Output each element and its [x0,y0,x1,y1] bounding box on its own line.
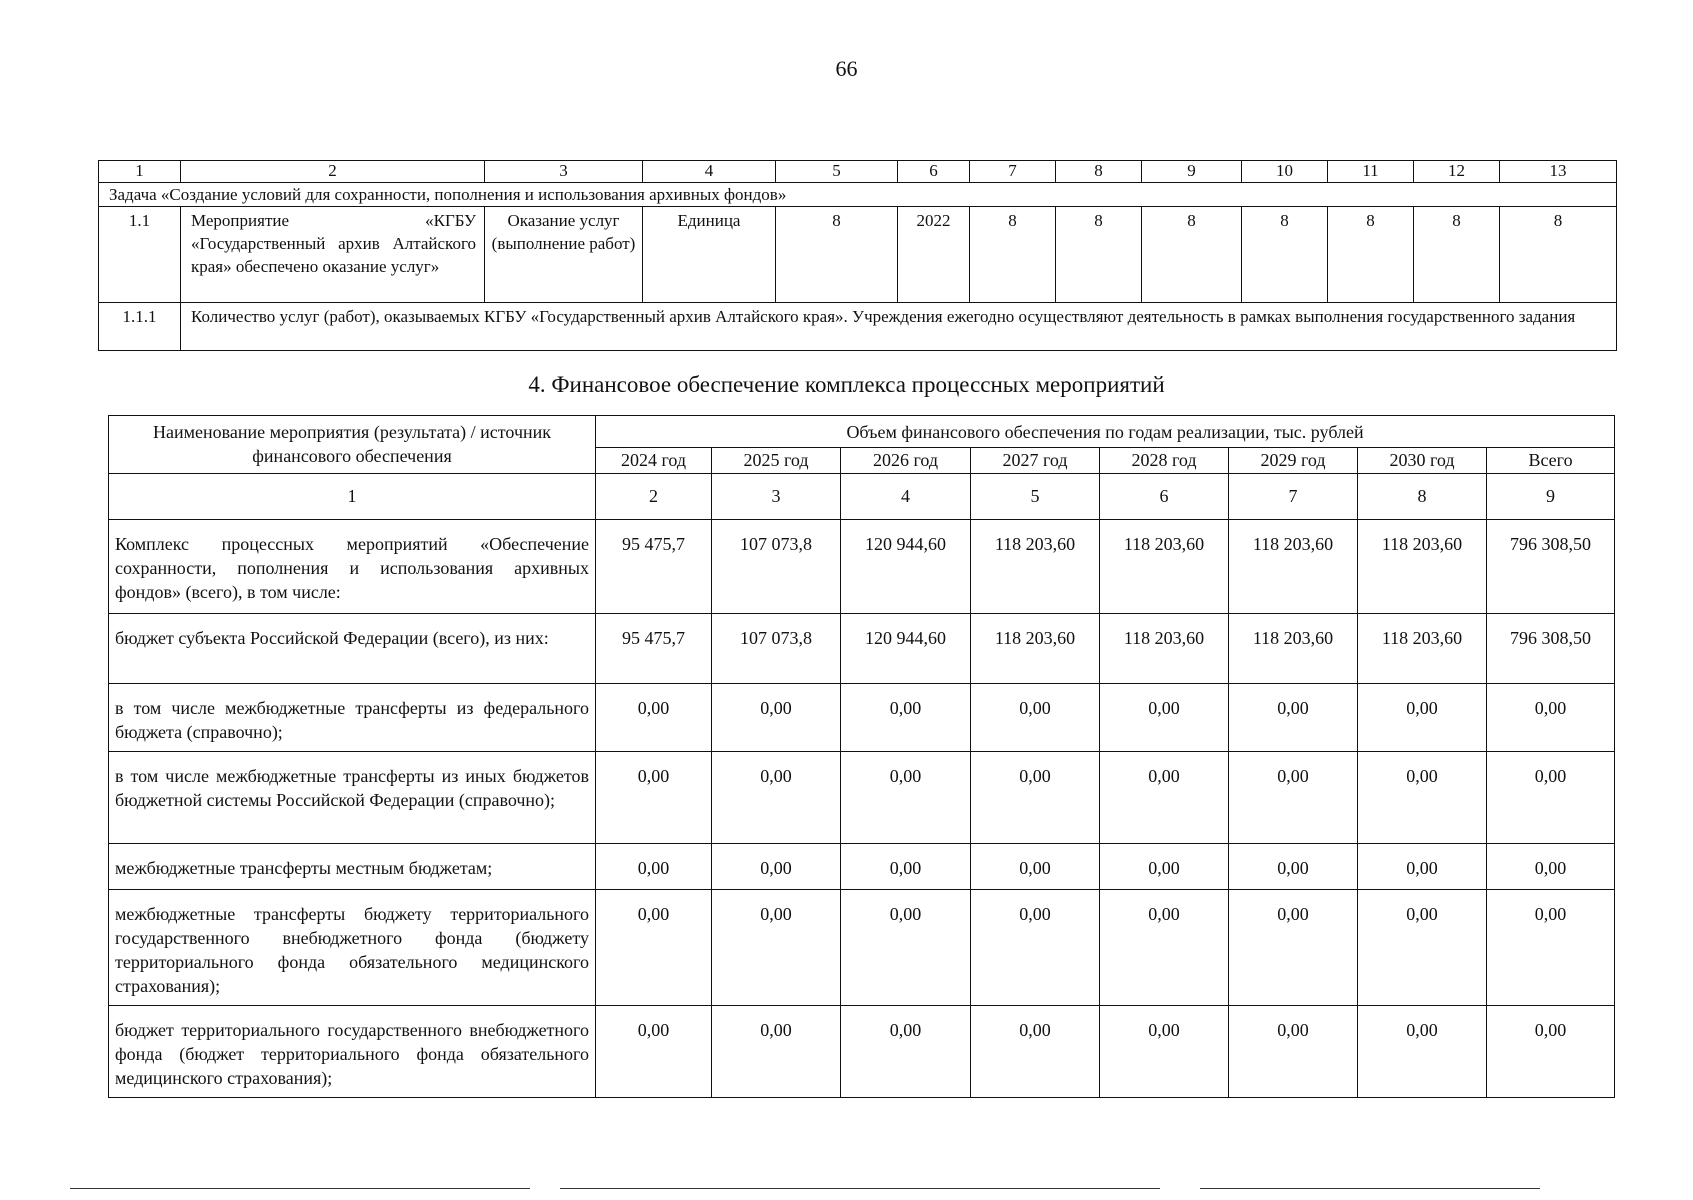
column-number: 6 [1100,474,1229,520]
value-cell: 0,00 [596,1006,712,1098]
column-number: 8 [1056,161,1142,183]
table-row [109,684,1615,752]
column-number: 9 [1142,161,1242,183]
source-name: бюджет территориального государственного внебюджетного фонда (бюджет территориального фонда обязательного медицинского страхования); [109,1006,596,1098]
value-cell: 120 944,60 [841,520,971,614]
value-cell: 8 [1242,207,1328,303]
value-cell: 0,00 [596,890,712,1006]
value-cell: 0,00 [1100,890,1229,1006]
source-name: Комплекс процессных мероприятий «Обеспечение сохранности, пополнения и использования архивных фондов» (всего), в том числе: [109,520,596,614]
value-cell: 0,00 [841,1006,971,1098]
task-title: Задача «Создание условий для сохранности, пополнения и использования архивных фондов» [99,183,1617,207]
table-row [109,752,1615,844]
value-cell: 0,00 [841,684,971,752]
value-cell: 120 944,60 [841,614,971,684]
name-column-header: Наименование мероприятия (результата) / источник финансового обеспечения [109,416,596,474]
source-name: в том числе межбюджетные трансферты из федерального бюджета (справочно); [109,684,596,752]
header-row [109,416,1615,448]
value-cell: 0,00 [841,752,971,844]
volume-header: Объем финансового обеспечения по годам реализации, тыс. рублей [596,416,1615,448]
column-number-row [99,161,1617,183]
table-row [109,614,1615,684]
indicators-table [98,160,1617,351]
year-header: 2027 год [971,448,1100,474]
year-header: 2028 год [1100,448,1229,474]
column-number-row [109,474,1615,520]
value-cell: 0,00 [971,1006,1100,1098]
value-cell: 0,00 [971,684,1100,752]
year-header: 2024 год [596,448,712,474]
value-cell: 0,00 [1358,752,1487,844]
source-name: межбюджетные трансферты бюджету территориального государственного внебюджетного фонда (бюджету территориального фонда обязательного медицинского страхования); [109,890,596,1006]
value-cell: 0,00 [1229,1006,1358,1098]
measure-name: Мероприятие «КГБУ «Государственный архив Алтайского края» обеспечено оказание услуг» [181,207,485,303]
value-cell: 0,00 [971,890,1100,1006]
base-value: 8 [776,207,898,303]
value-cell: 0,00 [1358,684,1487,752]
value-cell: 118 203,60 [971,520,1100,614]
value-cell: 0,00 [1229,752,1358,844]
scan-edge-line [560,1188,1160,1189]
value-cell: 95 475,7 [596,614,712,684]
column-number: 10 [1242,161,1328,183]
column-number: 3 [485,161,643,183]
value-cell: 8 [1328,207,1414,303]
column-number: 9 [1487,474,1615,520]
value-cell: 118 203,60 [1229,520,1358,614]
value-cell: 8 [1414,207,1500,303]
column-number: 11 [1328,161,1414,183]
column-number: 7 [1229,474,1358,520]
value-cell: 0,00 [1229,890,1358,1006]
scan-edge-line [70,1188,530,1189]
scan-edge-line [1200,1188,1540,1189]
row-description: Количество услуг (работ), оказываемых КГБУ «Государственный архив Алтайского края». Учреждения ежегодно осуществляют деятельность в рамках выполнения государственного задания [181,303,1617,351]
table-row [109,520,1615,614]
value-cell: 0,00 [1229,684,1358,752]
value-cell: 0,00 [1100,844,1229,890]
value-cell: 0,00 [712,752,841,844]
value-cell: 0,00 [1100,752,1229,844]
table-row [109,1006,1615,1098]
value-cell: 95 475,7 [596,520,712,614]
column-number: 4 [643,161,776,183]
value-cell: 0,00 [712,844,841,890]
column-number: 1 [99,161,181,183]
column-number: 3 [712,474,841,520]
table-row [99,303,1617,351]
value-cell: 0,00 [712,1006,841,1098]
unit: Единица [643,207,776,303]
year-header: 2025 год [712,448,841,474]
value-cell: 118 203,60 [971,614,1100,684]
page-number: 66 [835,56,858,81]
value-cell: 8 [970,207,1056,303]
year-header: 2026 год [841,448,971,474]
task-row [99,183,1617,207]
row-number: 1.1 [99,207,181,303]
value-cell: 0,00 [1358,890,1487,1006]
value-cell: 8 [1500,207,1617,303]
column-number: 4 [841,474,971,520]
value-cell: 0,00 [712,684,841,752]
column-number: 1 [109,474,596,520]
value-cell: 0,00 [596,844,712,890]
value-cell: 0,00 [1358,844,1487,890]
value-cell: 107 073,8 [712,614,841,684]
total-cell: 0,00 [1487,1006,1615,1098]
column-number: 5 [776,161,898,183]
value-cell: 0,00 [1229,844,1358,890]
total-header: Всего [1487,448,1615,474]
total-cell: 0,00 [1487,752,1615,844]
base-year: 2022 [898,207,970,303]
column-number: 5 [971,474,1100,520]
source-name: в том числе межбюджетные трансферты из иных бюджетов бюджетной системы Российской Федерации (справочно); [109,752,596,844]
column-number: 2 [596,474,712,520]
value-cell: 0,00 [1100,1006,1229,1098]
value-cell: 0,00 [841,844,971,890]
total-cell: 0,00 [1487,844,1615,890]
value-cell: 0,00 [1100,684,1229,752]
section-title: 4. Финансовое обеспечение комплекса процессных мероприятий [528,372,1165,397]
column-number: 13 [1500,161,1617,183]
year-header: 2030 год [1358,448,1487,474]
table-row [99,207,1617,303]
financing-table [108,415,1615,1098]
value-cell: 118 203,60 [1100,520,1229,614]
value-cell: 118 203,60 [1358,614,1487,684]
measure-type: Оказание услуг (выполнение работ) [485,207,643,303]
value-cell: 118 203,60 [1358,520,1487,614]
total-cell: 0,00 [1487,890,1615,1006]
value-cell: 118 203,60 [1100,614,1229,684]
column-number: 8 [1358,474,1487,520]
value-cell: 107 073,8 [712,520,841,614]
column-number: 2 [181,161,485,183]
total-cell: 796 308,50 [1487,520,1615,614]
column-number: 7 [970,161,1056,183]
year-header: 2029 год [1229,448,1358,474]
value-cell: 118 203,60 [1229,614,1358,684]
table-row [109,890,1615,1006]
total-cell: 0,00 [1487,684,1615,752]
value-cell: 0,00 [971,752,1100,844]
value-cell: 0,00 [712,890,841,1006]
column-number: 6 [898,161,970,183]
total-cell: 796 308,50 [1487,614,1615,684]
source-name: бюджет субъекта Российской Федерации (всего), из них: [109,614,596,684]
value-cell: 8 [1056,207,1142,303]
table-row [109,844,1615,890]
value-cell: 0,00 [841,890,971,1006]
column-number: 12 [1414,161,1500,183]
value-cell: 0,00 [596,684,712,752]
value-cell: 0,00 [971,844,1100,890]
value-cell: 0,00 [1358,1006,1487,1098]
source-name: межбюджетные трансферты местным бюджетам; [109,844,596,890]
value-cell: 8 [1142,207,1242,303]
value-cell: 0,00 [596,752,712,844]
row-number: 1.1.1 [99,303,181,351]
